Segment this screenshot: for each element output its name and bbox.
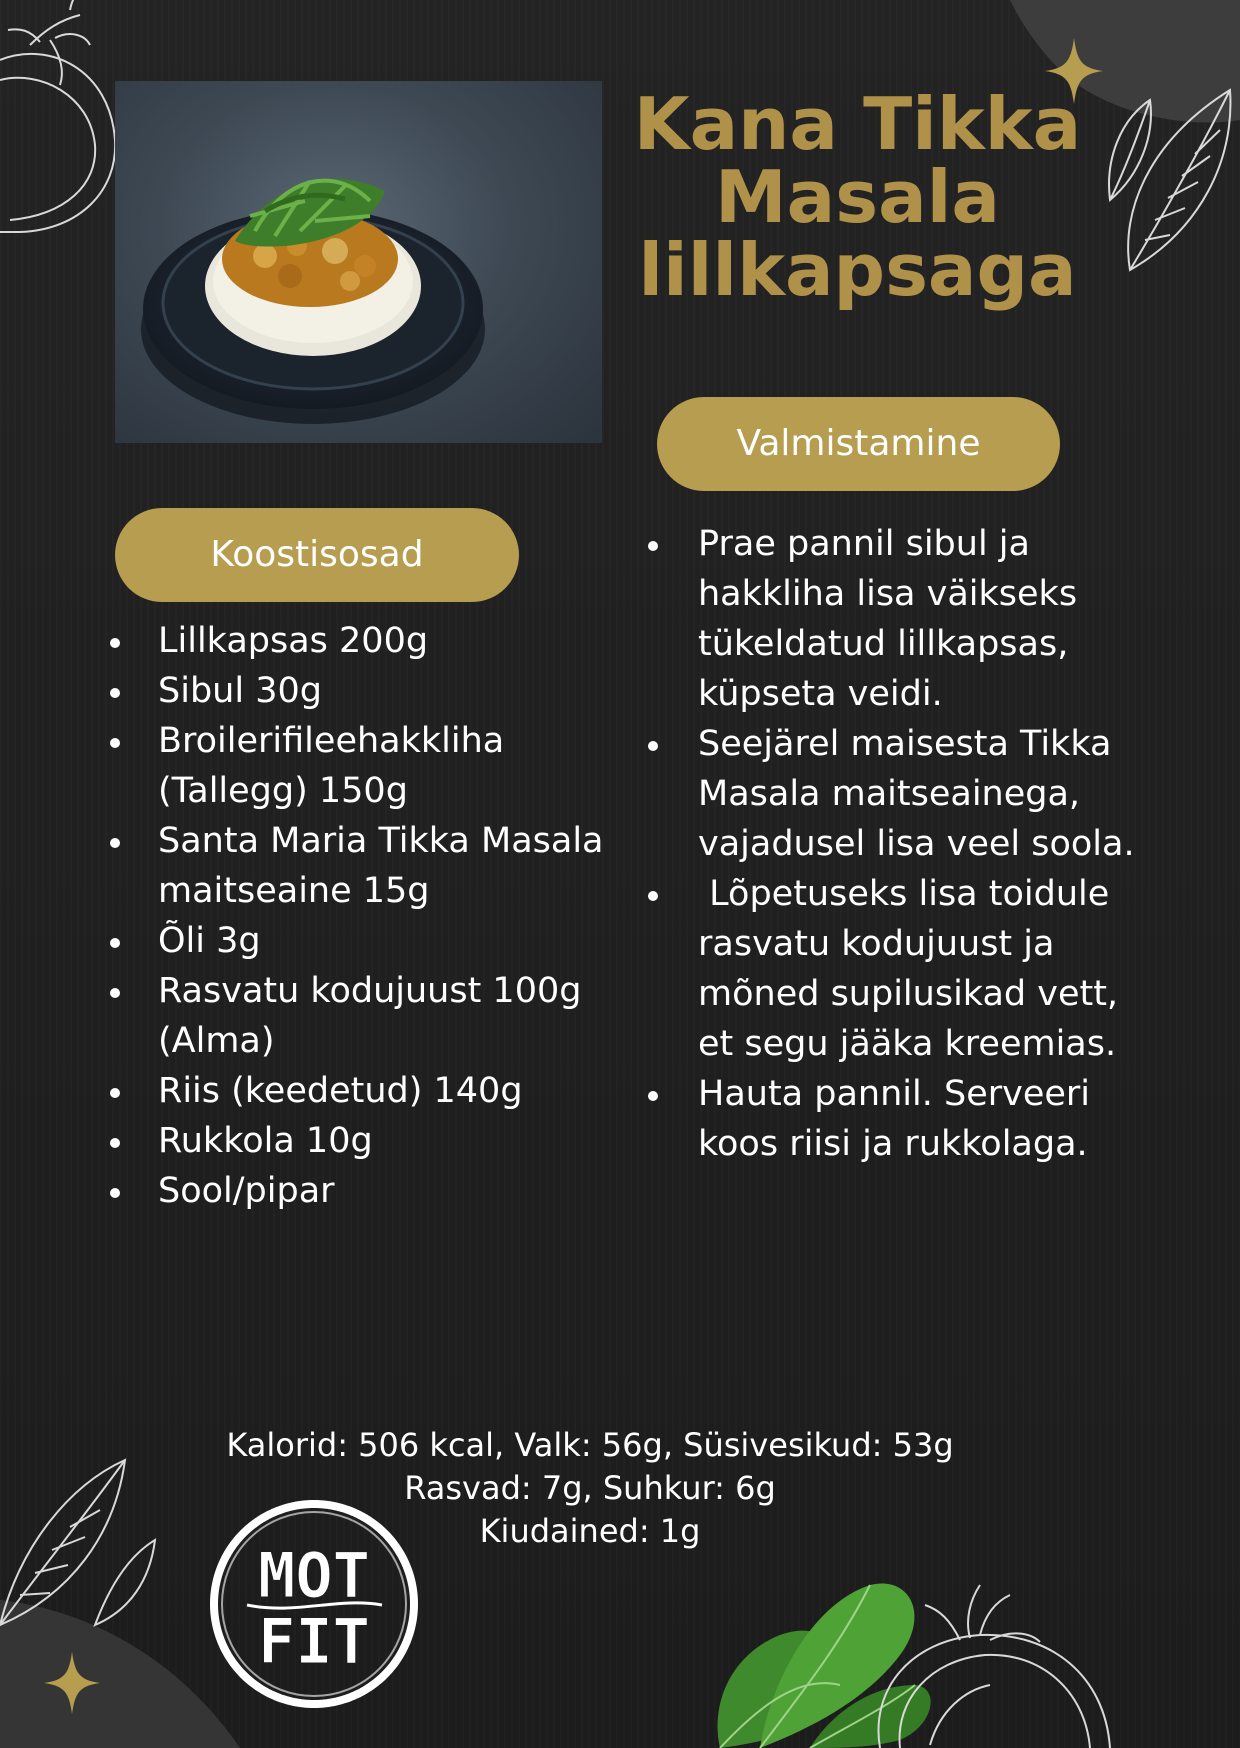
bullet-icon <box>110 738 120 748</box>
nutrition-line-2: Rasvad: 7g, Suhkur: 6g <box>404 1469 776 1507</box>
ingredient-item: Rasvatu kodujuust 100g (Alma) <box>158 966 608 1066</box>
nutrition-line-1: Kalorid: 506 kcal, Valk: 56g, Süsivesikud: 53g <box>226 1426 954 1464</box>
leaf-sketch-icon-bottom <box>0 1455 160 1635</box>
ingredient-item: Riis (keedetud) 140g <box>158 1066 608 1116</box>
ingredient-item: Rukkola 10g <box>158 1116 608 1166</box>
preparation-step: Prae pannil sibul ja hakkliha lisa väikseks tükeldatud lillkapsas, küpseta veidi. <box>698 519 1148 719</box>
bullet-icon <box>648 541 658 551</box>
tomato-sketch-icon-bottom <box>870 1580 1120 1748</box>
preparation-step: Lõpetuseks lisa toidule rasvatu kodujuust ja mõned supilusikad vett, et segu jääka kreemias. <box>698 869 1148 1069</box>
preparation-section-label: Valmistamine <box>657 397 1060 491</box>
bullet-icon <box>110 688 120 698</box>
bullet-icon <box>648 741 658 751</box>
tomato-sketch-icon <box>0 0 130 240</box>
bullet-icon <box>110 938 120 948</box>
motfit-logo <box>207 1497 421 1711</box>
bullet-icon <box>110 638 120 648</box>
preparation-step: Hauta pannil. Serveeri koos riisi ja rukkolaga. <box>698 1069 1148 1169</box>
sparkle-icon-bottom <box>44 1652 100 1714</box>
bullet-icon <box>110 838 120 848</box>
logo-text-bottom: FIT <box>258 1605 370 1678</box>
page-title: Kana Tikka Masala lillkapsaga <box>633 82 1082 312</box>
leaf-sketch-icon <box>1100 80 1240 280</box>
bullet-icon <box>110 1088 120 1098</box>
nutrition-line-3: Kiudained: 1g <box>479 1512 701 1550</box>
bullet-icon <box>110 1188 120 1198</box>
ingredient-item: Santa Maria Tikka Masala maitseaine 15g <box>158 816 608 916</box>
ingredient-item: Sibul 30g <box>158 666 608 716</box>
preparation-step: Seejärel maisesta Tikka Masala maitseainega, vajadusel lisa veel soola. <box>698 719 1148 869</box>
ingredient-item: Lillkapsas 200g <box>158 616 608 666</box>
ingredients-section-label: Koostisosad <box>115 508 519 602</box>
ingredient-item: Sool/pipar <box>158 1166 608 1216</box>
logo-text-top: MOT <box>258 1539 370 1612</box>
bullet-icon <box>110 988 120 998</box>
bullet-icon <box>648 1091 658 1101</box>
dish-photo <box>115 81 602 443</box>
ingredient-item: Broilerifileehakkliha (Tallegg) 150g <box>158 716 608 816</box>
preparation-steps-list <box>698 519 1148 1169</box>
bullet-icon <box>110 1138 120 1148</box>
ingredients-list <box>158 616 608 1216</box>
ingredient-item: Õli 3g <box>158 916 608 966</box>
bullet-icon <box>648 891 658 901</box>
